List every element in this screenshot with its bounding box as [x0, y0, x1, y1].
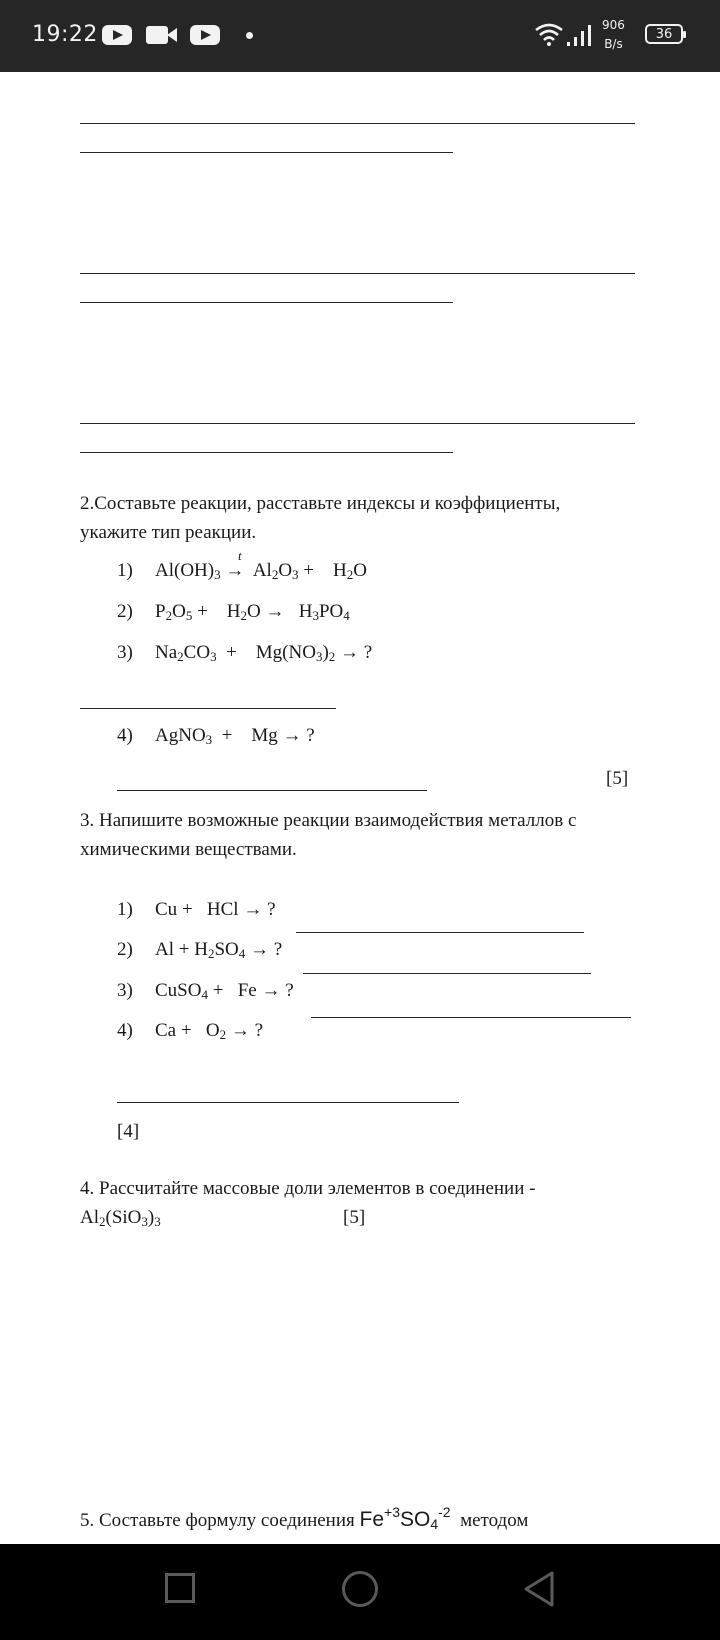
youtube-icon	[190, 25, 220, 45]
answer-line	[117, 790, 427, 791]
task4-heading: 4. Рассчитайте массовые доли элементов в соединении -	[80, 1178, 536, 1199]
task3-heading-line2: химическими веществами.	[80, 839, 297, 860]
task2-equation-2: $P_2O_5$ + $H_2O$ → $H_3PO_4$	[155, 601, 350, 623]
task3-equation-1: Cu + HCl → ?	[155, 899, 276, 920]
task2-heading-line2: укажите тип реакции.	[80, 522, 257, 543]
answer-line	[117, 1102, 459, 1103]
answer-line	[80, 708, 336, 709]
temperature-mark: t	[238, 548, 242, 563]
task5-formula: $Fe^{+3}SO_4^{-2}$	[359, 1504, 451, 1532]
home-circle-icon[interactable]	[342, 1571, 378, 1607]
task2-score: [5]	[606, 768, 629, 789]
task3-item-1-number: 1)	[117, 899, 133, 920]
video-camera-icon	[146, 26, 168, 44]
task3-score: [4]	[117, 1121, 140, 1142]
task2-equation-4: AgNO$_3$ + Mg → ?	[155, 725, 315, 747]
task3-equation-2: $Al + H_2SO_4$ → ?	[155, 939, 283, 961]
task3-item-2-number: 2)	[117, 939, 133, 960]
task3-item-3-number: 3)	[117, 980, 133, 1001]
task3-equation-3: CuSO$_4$ + Fe → ?	[155, 980, 294, 1002]
document-page[interactable]	[0, 72, 720, 1544]
answer-line	[296, 932, 584, 933]
task2-equation-3: $Na_2CO_3$ + $Mg(NO_3)_2$ → ?	[155, 642, 373, 664]
task3-equation-4: Ca + $O_2$ → ?	[155, 1020, 263, 1042]
task2-item-1-number: 1)	[117, 560, 133, 581]
task5-heading: 5. Составьте формулу соединения $Fe^{+3}SO_4^{-2}$ методом	[80, 1504, 529, 1532]
network-speed-value: 906	[602, 18, 625, 32]
youtube-icon	[102, 25, 132, 45]
task2-heading: 2.Составьте реакции, расставьте индексы и коэффициенты,	[80, 493, 561, 514]
status-bar	[0, 0, 720, 72]
task3-heading: 3. Напишите возможные реакции взаимодействия металлов с	[80, 810, 577, 831]
task2-item-4-number: 4)	[117, 725, 133, 746]
task3-item-4-number: 4)	[117, 1020, 133, 1041]
task4-score: [5]	[343, 1207, 366, 1228]
answer-line	[303, 973, 591, 974]
signal-icon	[566, 24, 594, 48]
answer-line	[80, 423, 635, 424]
task4-formula: $Al_2(SiO_3)_3$	[80, 1207, 161, 1229]
recents-square-icon[interactable]	[165, 1573, 195, 1603]
task2-equation-1: $Al(OH)_3 \to Al_2O_3$ + $H_2O$	[155, 560, 367, 582]
back-triangle-icon[interactable]	[522, 1570, 556, 1608]
notification-dot-icon	[246, 32, 253, 39]
answer-line	[311, 1017, 631, 1018]
battery-icon: 36	[645, 24, 683, 44]
answer-line	[80, 273, 635, 274]
network-speed-unit: B/s	[604, 37, 623, 51]
navigation-bar	[0, 1544, 720, 1640]
answer-line	[80, 452, 453, 453]
network-speed	[602, 16, 625, 54]
task2-item-2-number: 2)	[117, 601, 133, 622]
task2-item-3-number: 3)	[117, 642, 133, 663]
clock: 19:22	[32, 22, 98, 47]
answer-line	[80, 302, 453, 303]
wifi-icon	[534, 22, 564, 46]
answer-line	[80, 123, 635, 124]
answer-line	[80, 152, 453, 153]
